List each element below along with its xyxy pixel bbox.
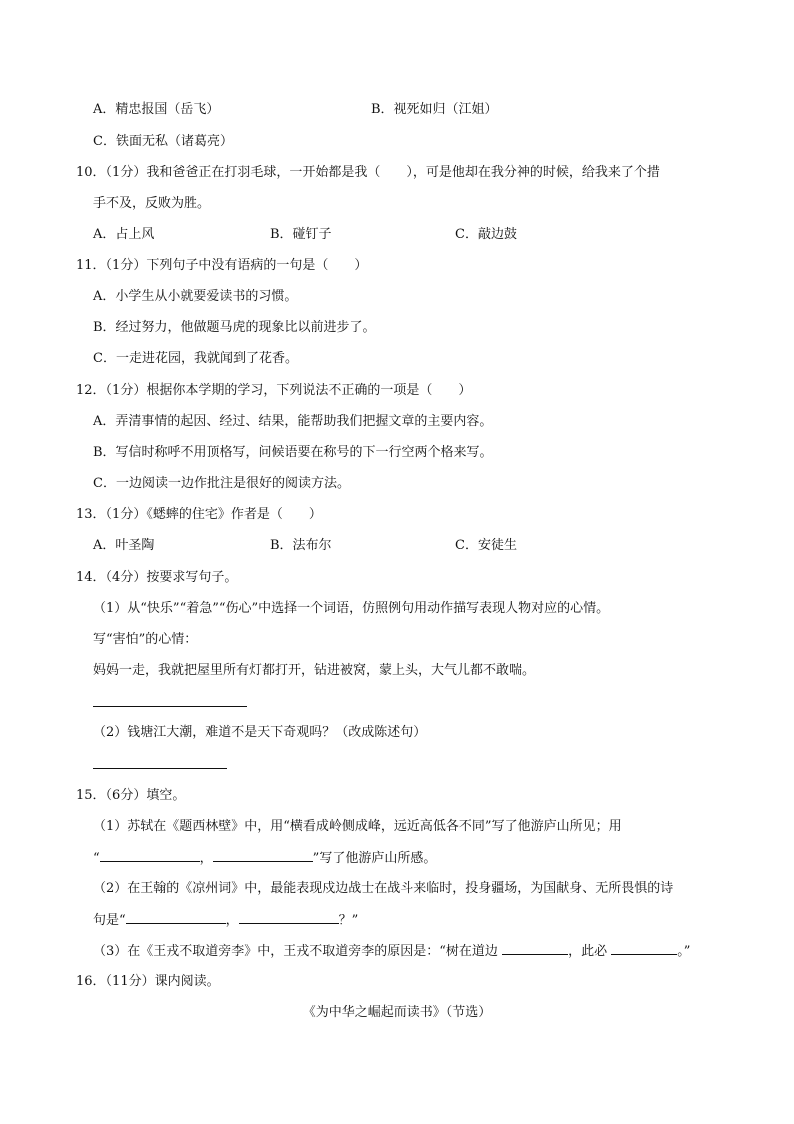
q15-sub2-blank-1[interactable] [126, 911, 226, 924]
q14-example-label: 写“害怕”的心情： [93, 632, 198, 647]
q15-sub2-separator: ， [225, 913, 239, 928]
q15-sub2-blank-2[interactable] [239, 911, 339, 924]
q15-stem: 15．（6分）填空。 [76, 788, 186, 803]
q11-option-b: B．经过努力，他做题马虎的现象比以前进步了。 [93, 320, 376, 335]
q15-sub3-end: 。” [677, 944, 691, 959]
q13-option-c: C．安徒生 [455, 538, 517, 553]
q16-stem: 16．（11分）课内阅读。 [76, 974, 220, 989]
q15-sub1-line2 [93, 849, 436, 867]
q15-sub2-end: ？” [338, 913, 359, 928]
q15-sub1-blank-2[interactable] [213, 849, 313, 862]
q14-example-sentence: 妈妈一走，我就把屋里所有灯都打开，钻进被窝，蒙上头，大气儿都不敢喘。 [93, 663, 536, 678]
q15-sub3 [93, 942, 690, 960]
q15-sub1-blank-1[interactable] [100, 849, 200, 862]
q13-stem: 13．（1分）《蟋蟀的住宅》作者是（ ） [76, 507, 322, 522]
q16-passage-title: 《为中华之崛起而读书》（节选） [302, 1005, 492, 1020]
q14-answer-line-2[interactable] [93, 768, 227, 769]
q15-sub3-blank-1[interactable] [502, 942, 568, 955]
q9-option-b: B．视死如归（江姐） [371, 102, 498, 117]
q14-sub2: （2）钱塘江大潮，难道不是天下奇观吗？（改成陈述句） [93, 725, 427, 740]
q12-option-b: B．写信时称呼不用顶格写，问候语要在称号的下一行空两个格来写。 [93, 445, 493, 460]
q15-sub1-open-quote: “ [93, 851, 100, 866]
q15-sub2-line2 [93, 911, 358, 929]
q10-stem-line1: 10．（1分）我和爸爸正在打羽毛球，一开始都是我（ ），可是他却在我分神的时候，给我来了个措 [76, 165, 660, 180]
q12-stem: 12．（1分）根据你本学期的学习，下列说法不正确的一项是（ ） [76, 383, 472, 398]
q12-option-c: C．一边阅读一边作批注是很好的阅读方法。 [93, 476, 350, 491]
q11-stem: 11．（1分）下列句子中没有语病的一句是（ ） [76, 258, 368, 273]
q15-sub1-separator: ， [199, 851, 213, 866]
q14-answer-line-1[interactable] [93, 706, 247, 707]
q9-option-a: A．精忠报国（岳飞） [93, 102, 220, 117]
q10-option-c: C．敲边鼓 [455, 227, 517, 242]
q10-option-b: B．碰钉子 [270, 227, 332, 242]
q14-sub1: （1）从“快乐”“着急”“伤心”中选择一个词语，仿照例句用动作描写表现人物对应的心情。 [93, 601, 610, 616]
q11-option-a: A．小学生从小就要爱读书的习惯。 [93, 289, 298, 304]
q15-sub3-blank-2[interactable] [611, 942, 677, 955]
q15-sub3-mid: ，此必 [568, 944, 608, 959]
q11-option-c: C．一走进花园，我就闻到了花香。 [93, 351, 298, 366]
q15-sub3-start: （3）在《王戎不取道旁李》中，王戎不取道旁李的原因是：“树在道边 [93, 944, 498, 959]
q12-option-a: A．弄清事情的起因、经过、结果，能帮助我们把握文章的主要内容。 [93, 414, 493, 429]
q14-stem: 14．（4分）按要求写句子。 [76, 570, 238, 585]
q15-sub2-start: 句是“ [93, 913, 126, 928]
q10-stem-line2: 手不及，反败为胜。 [93, 196, 211, 211]
q13-option-a: A．叶圣陶 [93, 538, 155, 553]
q9-option-c: C．铁面无私（诸葛亮） [93, 134, 233, 149]
q13-option-b: B．法布尔 [270, 538, 332, 553]
q15-sub1-line1: （1）苏轼在《题西林壁》中，用“横看成岭侧成峰，远近高低各不同”写了他游庐山所见；用 [93, 819, 622, 834]
q15-sub2-line1: （2）在王翰的《凉州词》中，最能表现戍边战士在战斗来临时，投身疆场，为国献身、无所畏惧的诗 [93, 881, 674, 896]
q10-option-a: A．占上风 [93, 227, 155, 242]
q15-sub1-end: ”写了他游庐山所感。 [312, 851, 437, 866]
